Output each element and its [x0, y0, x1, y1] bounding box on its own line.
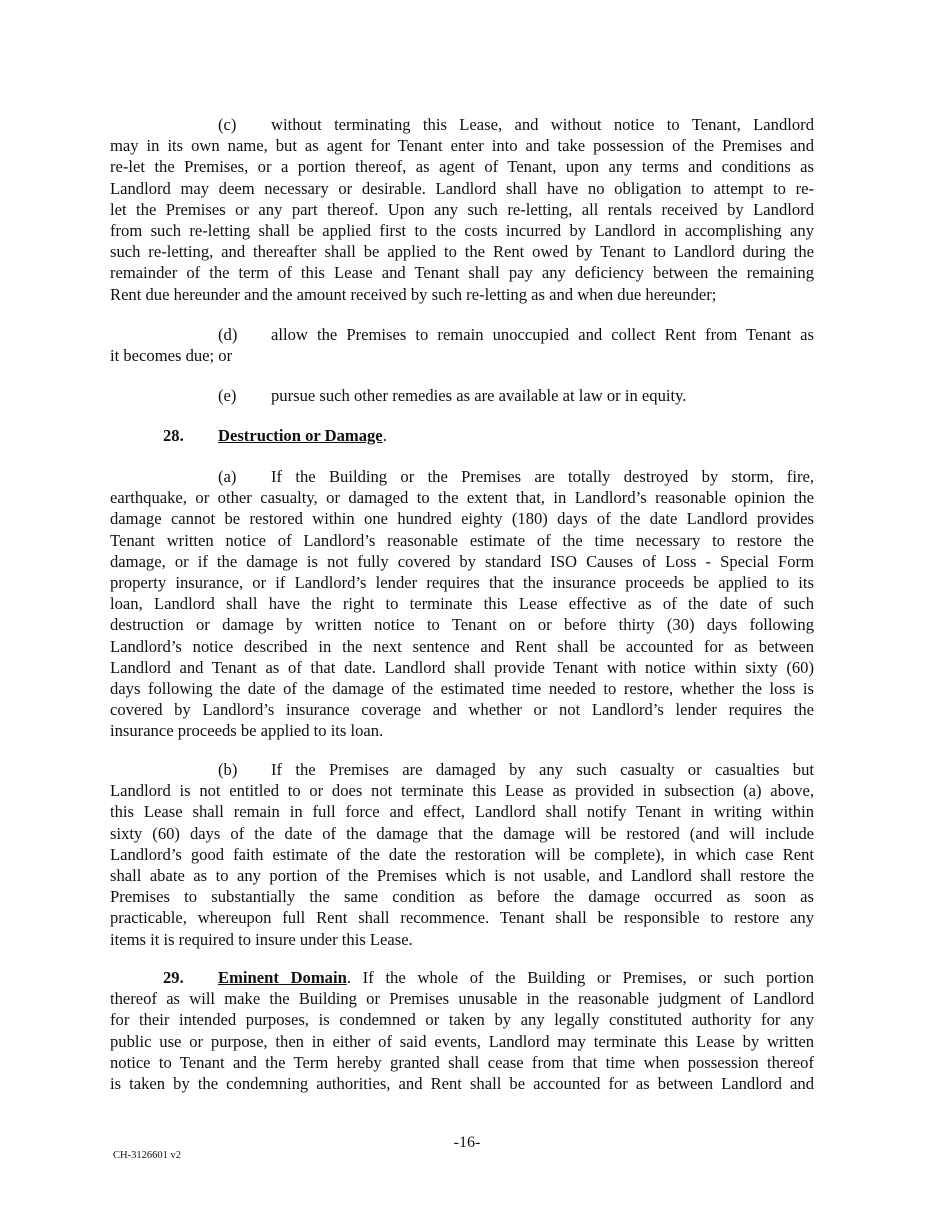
paragraph-27c: (c) without terminating this Lease, and without notice to Tenant, Landlord may in its own name, but as agent for Tenant enter into and take possession of the Premises and re-let the Premises, or a portion thereof, as agent of Tenant, upon any terms and conditions as Landlord may deem necessary or desirable. Landlord shall have no obligation to attempt to re- let the Premises or any part thereof. Upon any such re-letting, all rentals received by Landlord from such re-letting shall be applied first to the costs incurred by Landlord in accomplishing any such re-letting, and thereafter shall be applied to the Rent owed by Tenant to Landlord during the remainder of the term of this Lease and Tenant shall pay any deficiency between the remaining Rent due hereunder and the amount received by such re-letting as and when due hereunder;	[110, 115, 814, 304]
section-number: 29.	[163, 968, 184, 987]
section-29: 29. Eminent Domain. If the whole of the Building or Premises, or such portion thereof as will make the Building or Premises unusable in the reasonable judgment of Landlord for their intended purposes, is condemned or taken by any legally constituted authority for any public use or purpose, then in either of said events, Landlord may terminate this Lease by written notice to Tenant and the Term hereby granted shall cease from that time when possession thereof is taken by the condemning authorities, and Rent shall be accounted for as between Landlord and	[110, 968, 814, 1093]
section-title: Destruction or Damage	[218, 426, 383, 445]
paragraph-label: (c)	[218, 115, 237, 134]
paragraph-28b: (b) If the Premises are damaged by any such casualty or casualties but Landlord is not entitled to or does not terminate this Lease as provided in subsection (a) above, this Lease shall remain in full force and effect, Landlord shall notify Tenant in writing within sixty (60) days of the date of the damage that the damage will be restored (and will include Landlord’s good faith estimate of the date the restoration will be complete), in which case Rent shall abate as to any portion of the Premises which is not usable, and Landlord shall restore the Premises to substantially the same condition as before the damage occurred as soon as practicable, whereupon full Rent shall recommence. Tenant shall be responsible to restore any items it is required to insure under this Lease.	[110, 760, 814, 949]
page-number: -16-	[453, 1134, 481, 1151]
section-28-heading: 28. Destruction or Damage.	[163, 426, 387, 445]
paragraph-label: (d)	[218, 325, 238, 344]
paragraph-label: (a)	[218, 467, 237, 486]
document-id: CH-3126601 v2	[113, 1150, 181, 1161]
paragraph-27e: (e) pursue such other remedies as are available at law or in equity.	[218, 386, 687, 405]
paragraph-label: (e)	[218, 386, 237, 405]
section-title: Eminent Domain	[218, 968, 347, 987]
section-number: 28.	[163, 426, 184, 445]
paragraph-label: (b)	[218, 760, 238, 779]
paragraph-27d: (d) allow the Premises to remain unoccupied and collect Rent from Tenant as it becomes due; or	[110, 325, 814, 366]
paragraph-28a: (a) If the Building or the Premises are totally destroyed by storm, fire, earthquake, or other casualty, or damaged to the extent that, in Landlord’s reasonable opinion the damage cannot be restored within one hundred eighty (180) days of the date Landlord provides Tenant written notice of Landlord’s reasonable estimate of the time necessary to restore the damage, or if the damage is not fully covered by standard ISO Causes of Loss - Special Form property insurance, or if Landlord’s lender requires that the insurance proceeds be applied to its loan, Landlord shall have the right to terminate this Lease effective as of the date of such destruction or damage by written notice to Tenant on or before thirty (30) days following Landlord’s notice described in the next sentence and Rent shall be accounted for as between Landlord and Tenant as of that date. Landlord shall provide Tenant with notice within sixty (60) days following the date of the damage of the estimated time needed to restore, whether the loss is covered by Landlord’s insurance coverage and whether or not Landlord’s lender requires the insurance proceeds be applied to its loan.	[110, 467, 814, 741]
